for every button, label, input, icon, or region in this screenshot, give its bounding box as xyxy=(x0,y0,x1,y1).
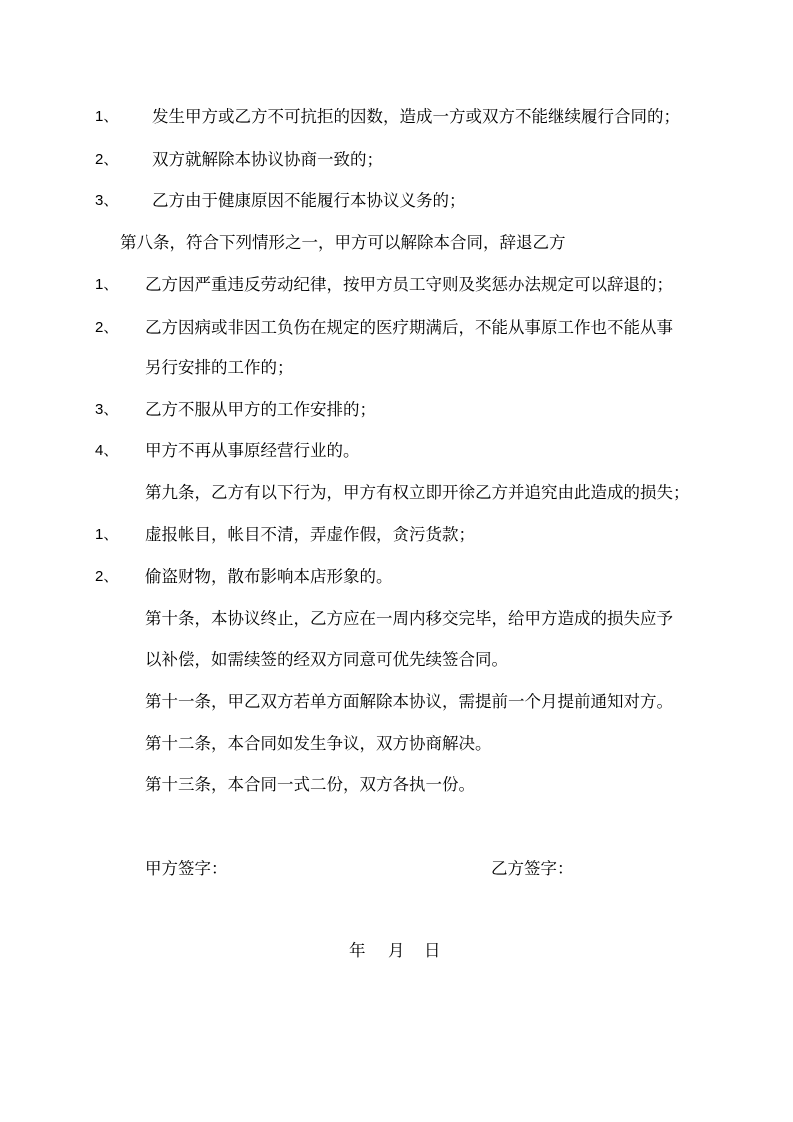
date-day-label: 日 xyxy=(424,941,441,960)
list-c-item-1: 虚报帐目，帐目不清，弄虚作假，贪污货款； xyxy=(145,525,475,544)
list-b-item-1: 乙方因严重违反劳动纪律，按甲方员工守则及奖惩办法规定可以辞退的； xyxy=(145,275,673,294)
article-10-line-1: 第十条，本协议终止，乙方应在一周内移交完毕，给甲方造成的损失应予 xyxy=(145,609,673,628)
article-11: 第十一条，甲乙双方若单方面解除本协议，需提前一个月提前通知对方。 xyxy=(145,692,673,711)
list-b-number-1: 1、 xyxy=(95,276,119,293)
party-a-signature-label: 甲方签字： xyxy=(145,859,228,878)
article-13: 第十三条，本合同一式二份，双方各执一份。 xyxy=(145,775,475,794)
article-8-heading: 第八条，符合下列情形之一，甲方可以解除本合同，辞退乙方 xyxy=(120,233,566,252)
list-a-item-3: 乙方由于健康原因不能履行本协议义务的； xyxy=(152,191,466,210)
date-year-label: 年 xyxy=(349,941,366,960)
article-12: 第十二条，本合同如发生争议，双方协商解决。 xyxy=(145,734,492,753)
date-month-label: 月 xyxy=(388,941,405,960)
list-a-item-1: 发生甲方或乙方不可抗拒的因数，造成一方或双方不能继续履行合同的； xyxy=(152,107,680,126)
list-b-item-2-continuation: 另行安排的工作的； xyxy=(145,358,294,377)
list-b-number-3: 3、 xyxy=(95,401,119,418)
list-c-number-2: 2、 xyxy=(95,568,119,585)
list-b-number-2: 2、 xyxy=(95,319,119,336)
list-c-item-2: 偷盗财物，散布影响本店形象的。 xyxy=(145,567,393,586)
article-9-heading: 第九条，乙方有以下行为，甲方有权立即开徐乙方并追究由此造成的损失； xyxy=(145,483,690,502)
list-b-item-4: 甲方不再从事原经营行业的。 xyxy=(145,441,360,460)
list-b-number-4: 4、 xyxy=(95,442,119,459)
article-10-line-2: 以补偿，如需续签的经双方同意可优先续签合同。 xyxy=(145,650,508,669)
list-a-number-2: 2、 xyxy=(95,151,119,168)
list-c-number-1: 1、 xyxy=(95,526,119,543)
list-a-number-1: 1、 xyxy=(95,108,119,125)
list-b-item-2: 乙方因病或非因工负伤在规定的医疗期满后，不能从事原工作也不能从事 xyxy=(145,318,673,337)
list-a-item-2: 双方就解除本协议协商一致的； xyxy=(152,150,383,169)
list-a-number-3: 3、 xyxy=(95,192,119,209)
party-b-signature-label: 乙方签字： xyxy=(491,859,574,878)
list-b-item-3: 乙方不服从甲方的工作安排的； xyxy=(145,400,376,419)
